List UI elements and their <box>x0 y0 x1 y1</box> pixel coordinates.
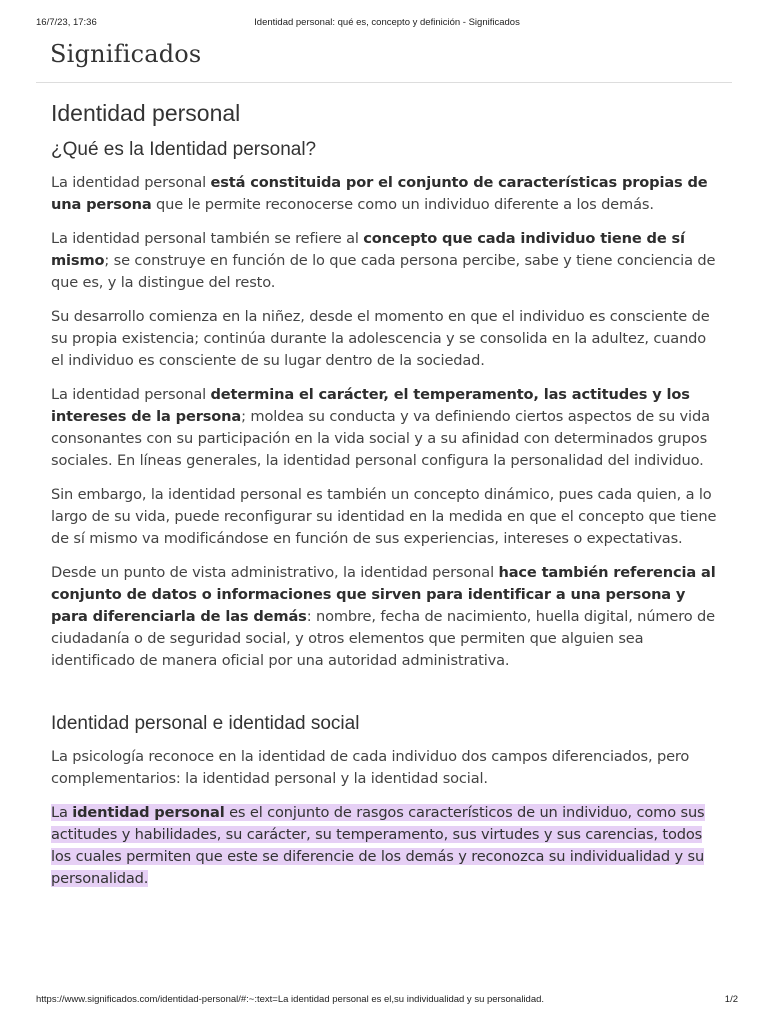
print-date: 16/7/23, 17:36 <box>36 17 97 28</box>
paragraph-2-bold: concepto que cada individuo tiene de sí mismo <box>51 230 685 269</box>
paragraph-6 <box>51 562 721 672</box>
paragraph-4-text-a: La identidad personal <box>51 386 211 403</box>
print-header <box>36 17 738 31</box>
article-title: Identidad personal <box>51 100 241 126</box>
paragraph-3: Su desarrollo comienza en la niñez, desde el momento en que el individuo es consciente de su propia existencia; continúa durante la adolescencia y se consolida en la adultez, cuando el individuo es consciente de su lugar dentro de la sociedad. <box>51 308 710 369</box>
paragraph-1-bold: está constituida por el conjunto de características propias de una persona <box>51 174 708 213</box>
print-page-title: Identidad personal: qué es, concepto y definición - Significados <box>254 17 520 28</box>
print-footer <box>36 994 738 1008</box>
paragraph-7: La psicología reconoce en la identidad de cada individuo dos campos diferenciados, pero complementarios: la identidad personal y la identidad social. <box>51 748 690 787</box>
text-highlight <box>51 804 705 887</box>
article-subtitle: ¿Qué es la Identidad personal? <box>51 139 317 160</box>
section-heading: Identidad personal e identidad social <box>51 713 360 734</box>
paragraph-1 <box>51 172 721 216</box>
paragraph-1-text-c: que le permite reconocerse como un individuo diferente a los demás. <box>151 196 654 213</box>
paragraph-6-bold: hace también referencia al conjunto de datos o informaciones que sirven para identificar a una persona y para diferenciarla de las demás <box>51 564 716 625</box>
paragraph-2 <box>51 228 721 294</box>
highlighted-paragraph <box>51 802 721 890</box>
paragraph-2-text-a: La identidad personal también se refiere al <box>51 230 364 247</box>
paragraph-8-text-a: La <box>51 804 73 821</box>
page-number: 1/2 <box>724 994 738 1005</box>
paragraph-6-text-c: : nombre, fecha de nacimiento, huella digital, número de ciudadanía o de seguridad social, y otros elementos que permiten que alguien sea identificado de manera oficial por una autoridad administrativa. <box>51 608 716 669</box>
paragraph-4 <box>51 384 721 472</box>
site-logo[interactable]: Significados <box>50 40 202 68</box>
paragraph-6-text-a: Desde un punto de vista administrativo, la identidad personal <box>51 564 499 581</box>
paragraph-1-text-a: La identidad personal <box>51 174 211 191</box>
paragraph-8-text-c: es el conjunto de rasgos característicos de un individuo, como sus actitudes y habilidades, su carácter, su temperamento, sus virtudes y sus carencias, todos los cuales permiten que este se diferencie de los demás y reconozca su individualidad y su personalidad. <box>51 804 705 887</box>
paragraph-5: Sin embargo, la identidad personal es también un concepto dinámico, pues cada quien, a lo largo de su vida, puede reconfigurar su identidad en la medida en que el concepto que tiene de sí mismo va modificándose en función de sus experiencias, intereses o expectativas. <box>51 486 717 547</box>
paragraph-2-text-c: ; se construye en función de lo que cada persona percibe, sabe y tiene conciencia de que es, y la distingue del resto. <box>51 252 716 291</box>
paragraph-8-bold: identidad personal <box>72 804 225 821</box>
paragraph-4-bold: determina el carácter, el temperamento, las actitudes y los intereses de la persona <box>51 386 690 425</box>
site-header <box>36 38 732 83</box>
print-url: https://www.significados.com/identidad-personal/#:~:text=La identidad personal es el,su individualidad y su personalidad. <box>36 994 545 1005</box>
article <box>51 96 721 890</box>
paragraph-4-text-c: ; moldea su conducta y va definiendo ciertos aspectos de su vida consonantes con su participación en la vida social y a su afinidad con determinados grupos sociales. En líneas generales, la identidad personal configura la personalidad del individuo. <box>51 408 710 469</box>
